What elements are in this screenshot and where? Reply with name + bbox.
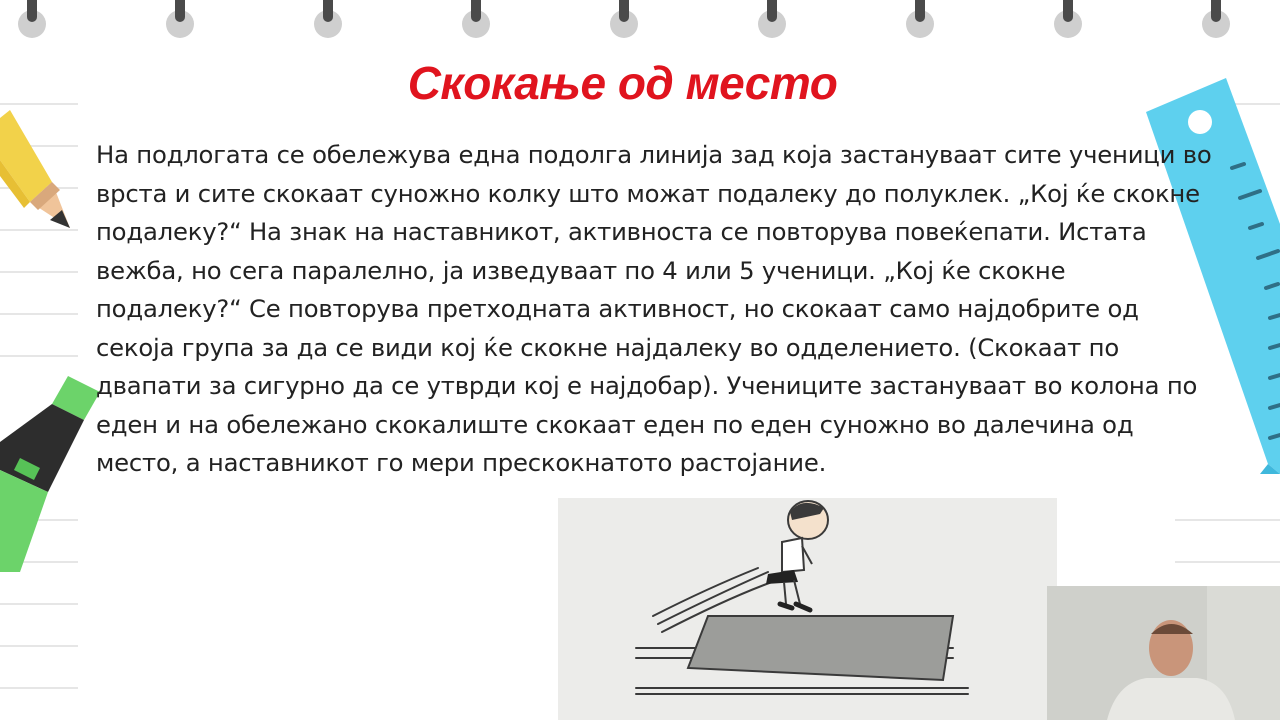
spiral-ring-icon [1200, 0, 1232, 44]
spiral-ring-icon [756, 0, 788, 44]
spiral-ring-icon [164, 0, 196, 44]
spiral-ring-icon [312, 0, 344, 44]
jumping-boy-illustration [558, 498, 1057, 720]
webcam-video-overlay [1047, 586, 1280, 720]
spiral-ring-icon [1052, 0, 1084, 44]
slide-title: Скокање од место [407, 57, 838, 109]
spiral-ring-icon [608, 0, 640, 44]
spiral-ring-icon [16, 0, 48, 44]
spiral-ring-icon [904, 0, 936, 44]
spiral-ring-icon [460, 0, 492, 44]
slide-body-text: На подлогата се обележува една подолга линија зад која застануваат сите ученици во врста и сите скокаат суножно колку што можат подалеку до полуклек. „Кој ќе скокне подалеку?“ На знак на наставникот, активноста се повторува повеќепати. Истата вежба, но сега паралелно, ја изведуваат по 4 или 5 ученици. „Кој ќе скокне подалеку?“ Се повторува претходната активност, но скокаат само најдобрите од секоја група за да се види кој ќе скокне најдалеку во одделението. (Скокаат по двапати за сигурно да се утврди кој е најдобар). Учениците застануваат во колона по еден и на обележано скокалиште скокаат еден по еден суножно во далечина од место, а наставникот го мери прескокнатото растојание. [96, 140, 1212, 477]
pencil-icon [0, 110, 90, 240]
